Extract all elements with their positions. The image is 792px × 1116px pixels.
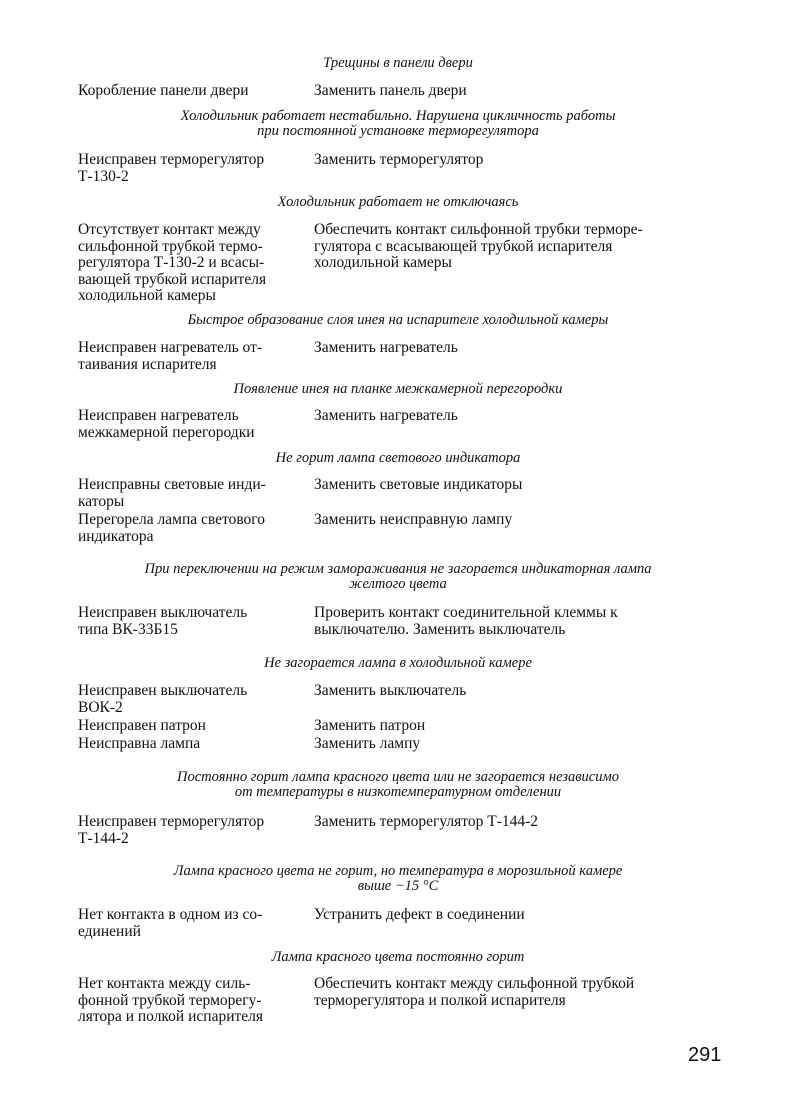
section-heading: Появление инея на планке межкамерной перегородки — [233, 381, 563, 397]
fault-remedy: Заменить панель двери — [314, 82, 467, 99]
fault-remedy: Заменить терморегулятор — [314, 151, 484, 168]
section-heading: Не загорается лампа в холодильной камере — [264, 655, 532, 671]
fault-remedy: Заменить лампу — [314, 735, 421, 752]
section-heading: Холодильник работает нестабильно. Нарушена цикличность работы при постоянной установке терморегулятора — [180, 108, 616, 139]
fault-cause: Неисправен нагреватель от- таивания испарителя — [78, 339, 263, 373]
fault-remedy: Заменить патрон — [314, 717, 426, 734]
fault-remedy: Заменить терморегулятор Т-144-2 — [314, 813, 539, 830]
fault-cause: Неисправен терморегулятор Т-144-2 — [78, 813, 265, 847]
section-heading: Лампа красного цвета постоянно горит — [271, 949, 525, 965]
section-heading: Быстрое образование слоя инея на испарителе холодильной камеры — [187, 312, 609, 328]
section-heading: Постоянно горит лампа красного цвета или не загорается независимо от температуры в низкотемпературном отделении — [177, 769, 619, 800]
fault-cause: Неисправен терморегулятор Т-130-2 — [78, 151, 265, 185]
fault-remedy: Заменить нагреватель — [314, 407, 458, 424]
fault-remedy: Устранить дефект в соединении — [314, 906, 525, 923]
fault-cause: Коробление панели двери — [78, 82, 249, 99]
document-page — [78, 0, 718, 1116]
fault-cause: Перегорела лампа светового индикатора — [78, 511, 266, 545]
fault-remedy: Проверить контакт соединительной клеммы к выключателю. Заменить выключатель — [314, 604, 618, 638]
page-number: 291 — [688, 1044, 722, 1066]
section-heading: Лампа красного цвета не горит, но температура в морозильной камере выше −15 °С — [173, 863, 623, 894]
fault-cause: Неисправен нагреватель межкамерной перегородки — [78, 407, 255, 441]
fault-cause: Неисправны световые инди- каторы — [78, 476, 266, 510]
fault-cause: Нет контакта в одном из со- единений — [78, 906, 263, 940]
section-heading: Трещины в панели двери — [323, 55, 473, 71]
fault-remedy: Заменить выключатель — [314, 682, 467, 699]
fault-cause: Отсутствует контакт между сильфонной трубкой термо- регулятора Т-130-2 и всасы- вающей трубкой испарителя холодильной камеры — [78, 221, 267, 304]
fault-cause: Неисправна лампа — [78, 735, 201, 752]
fault-remedy: Обеспечить контакт между сильфонной трубкой терморегулятора и полкой испарителя — [314, 975, 635, 1009]
fault-cause: Неисправен патрон — [78, 717, 206, 734]
section-heading: Не горит лампа светового индикатора — [275, 450, 521, 466]
fault-cause: Неисправен выключатель ВОК-2 — [78, 682, 248, 716]
section-heading: При переключении на режим замораживания не загорается индикаторная лампа желтого цвета — [144, 561, 652, 592]
fault-remedy: Обеспечить контакт сильфонной трубки терморе- гулятора с всасывающей трубкой испарителя холодильной камеры — [314, 221, 643, 271]
fault-remedy: Заменить световые индикаторы — [314, 476, 523, 493]
fault-cause: Неисправен выключатель типа ВК-33Б15 — [78, 604, 248, 638]
fault-cause: Нет контакта между силь- фонной трубкой терморегу- лятора и полкой испарителя — [78, 975, 264, 1025]
section-heading: Холодильник работает не отключаясь — [277, 194, 519, 210]
fault-remedy: Заменить неисправную лампу — [314, 511, 513, 528]
fault-remedy: Заменить нагреватель — [314, 339, 458, 356]
